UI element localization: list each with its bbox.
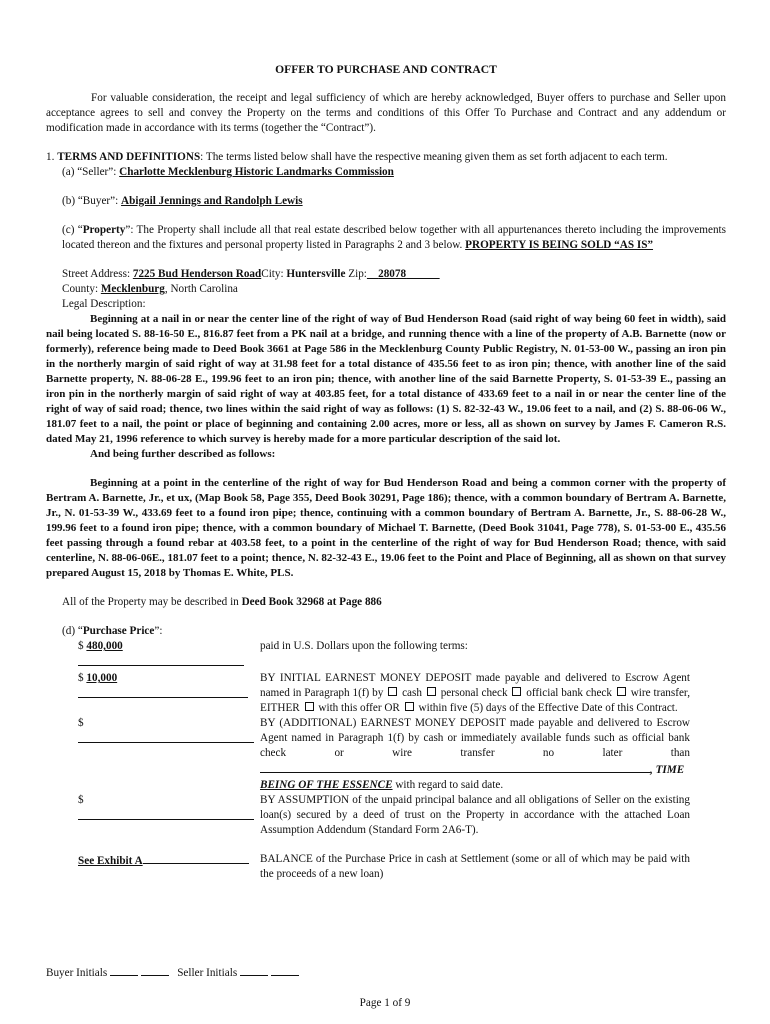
section-1-heading: 1. TERMS AND DEFINITIONS: The terms listed below shall have the respective meaning given them as set forth adjacent to each term. (46, 151, 668, 163)
county: Mecklenburg (100, 283, 165, 295)
seller-line: (a) “Seller”: Charlotte Mecklenburg Historic Landmarks Commission (62, 166, 394, 178)
purchase-price-label: (d) “Purchase Price”: (62, 625, 163, 637)
street-address-line: Street Address: 7225 Bud Henderson RoadCity: Huntersville Zip: 28078 (62, 268, 407, 280)
legal-description-label: Legal Description: (62, 298, 146, 310)
buyer-line: (b) “Buyer”: Abigail Jennings and Randolph Lewis (62, 195, 303, 207)
legal-description-2: Beginning at a point in the centerline of the right of way for Bud Henderson Road and being a common corner with the property of Bertram A. Barnette, Jr., et ux, (Map Book 58, Page 355, Deed Book 30291, Page 186); thence, with a common boundary of Bertram A. Barnette, Jr., N. 01-53-39 W., 433.69 feet to a found iron pipe; thence, continuing with a common boundary of Bertram A. Barnette, Jr., S. 88-06-28 W., 199.96 feet to a found iron pipe; thence, with a common boundary of Michael T. Barnette, (Deed Book 31041, Page 778), S. 01-53-00 E., 435.56 feet passing through a found rebar at 403.58 feet, to a point in the centerline of the right of way for Bud Henderson Road; thence, with said centerline, N. 88-06-06E., 181.07 feet to a point; thence, N. 82-32-43 E., 19.06 feet to the Point and Place of Beginning, all as shown on that survey prepared August 15, 2018 by Thomas E. White, PLS. (46, 477, 726, 579)
with-offer-checkbox[interactable] (305, 702, 314, 711)
zip-code: 28078 (378, 268, 407, 280)
legal-further-label: And being further described as follows: (90, 448, 276, 460)
seller-name: Charlotte Mecklenburg Historic Landmarks Commission (119, 166, 394, 178)
price-row-balance: See Exhibit A BALANCE of the Purchase Price in cash at Settlement (some or all of which may be paid with the proceeds of a new loan) (78, 853, 690, 880)
buyer-initials-field[interactable] (110, 964, 138, 976)
buyer-name: Abigail Jennings and Randolph Lewis (121, 195, 303, 207)
price-row-initial-deposit: $ 10,000 BY INITIAL EARNEST MONEY DEPOSIT made payable and delivered to Escrow Agent named in Paragraph 1(f) by cash personal check official bank check wire transfer, EITHER with this offer OR within five (5) days of the Effective Date of this Contract. (78, 672, 690, 714)
bank-check-checkbox[interactable] (512, 687, 521, 696)
seller-initials-field-2[interactable] (271, 964, 299, 976)
buyer-initials-field-2[interactable] (141, 964, 169, 976)
cash-checkbox[interactable] (388, 687, 397, 696)
initial-deposit-amount[interactable]: 10,000 (86, 672, 118, 684)
seller-initials-field[interactable] (240, 964, 268, 976)
wire-transfer-checkbox[interactable] (617, 687, 626, 696)
deposit-deadline-field[interactable] (260, 761, 650, 773)
contract-page (46, 62, 726, 882)
county-line: County: Mecklenburg, North Carolina (62, 283, 238, 295)
additional-deposit-amount[interactable] (78, 731, 254, 743)
purchase-price-amount[interactable]: 480,000 (86, 640, 123, 652)
as-is-notice: PROPERTY IS BEING SOLD “AS IS” (465, 239, 654, 251)
balance-amount[interactable]: See Exhibit A (78, 855, 143, 867)
city: Huntersville (286, 268, 346, 280)
purchase-price-terms (46, 639, 726, 882)
price-row-additional-deposit: $ BY (ADDITIONAL) EARNEST MONEY DEPOSIT made payable and delivered to Escrow Agent named in Paragraph 1(f) by cash or immediately available funds such as official bank check or wire transfer no later than , TIME BEING OF THE ESSENCE with regard to said date. (78, 717, 690, 791)
personal-check-checkbox[interactable] (427, 687, 436, 696)
legal-description-1: Beginning at a nail in or near the center line of the right of way of Bud Henderson Road (said right of way being 60 feet in width), said nail being located S. 88-16-50 E., 816.87 feet from a PK nail at a bridge, and running thence with a line of the property of A.B. Barnette (now or formerly), reference being made to Deed Book 3661 at Page 586 in the Mecklenburg County Public Registry, N. 01-53-00 W., passing an iron pin in the northerly margin of said right of way at 31.98 feet for a total distance of 435.56 feet to as iron pin; thence, with another line of the said Barnette property, N. 88-06-28 E., 199.96 feet to an iron pin; thence, with another line of the said Barnette Property, S. 01-53-39 E., passing an iron pin in the northerly margin of said right of way at 403.85 feet, for a total distance of 433.69 feet to a nail in or near the center line of the right of way of said road; thence, two lines within the said right of way as follows: (1) S. 82-32-43 W., 19.06 feet to a nail, and (2) S. 88-06-06 W., 181.07 feet to a nail, the point or place of beginning and containing 2.00 acres, more or less, all as shown on survey by James F. Cameron R.S. dated May 21, 1996 reference to which survey is hereby made for a more particular description of the said lot. (46, 313, 726, 445)
property-definition: (c) “Property”: The Property shall include all that real estate described below together with all appurtenances thereto including the improvements located thereon and the fixtures and personal property listed in Paragraphs 2 and 3 below. PROPERTY IS BEING SOLD “AS IS” (62, 224, 726, 251)
document-title: OFFER TO PURCHASE AND CONTRACT (275, 63, 497, 76)
deed-reference: All of the Property may be described in Deed Book 32968 at Page 886 (62, 596, 382, 608)
within-five-days-checkbox[interactable] (405, 702, 414, 711)
initials-line: Buyer Initials Seller Initials (46, 964, 299, 981)
assumption-amount[interactable] (78, 808, 254, 820)
price-row-total: $ 480,000 paid in U.S. Dollars upon the following terms: (46, 639, 726, 671)
price-row-assumption: $ BY ASSUMPTION of the unpaid principal balance and all obligations of Seller on the existing loan(s) secured by a deed of trust on the Property in accordance with the attached Loan Assumption Addendum (Standard Form 2A6-T). (78, 794, 690, 836)
intro-paragraph: For valuable consideration, the receipt and legal sufficiency of which are hereby acknowledged, Buyer offers to purchase and Seller upon acceptance agrees to sell and convey the Property on the terms and conditions of this Offer To Purchase and Contract and any addendum or modification made in accordance with its terms (together the “Contract”). (46, 92, 726, 134)
page-number: Page 1 of 9 (359, 997, 411, 1009)
street-address: 7225 Bud Henderson Road (132, 268, 262, 280)
